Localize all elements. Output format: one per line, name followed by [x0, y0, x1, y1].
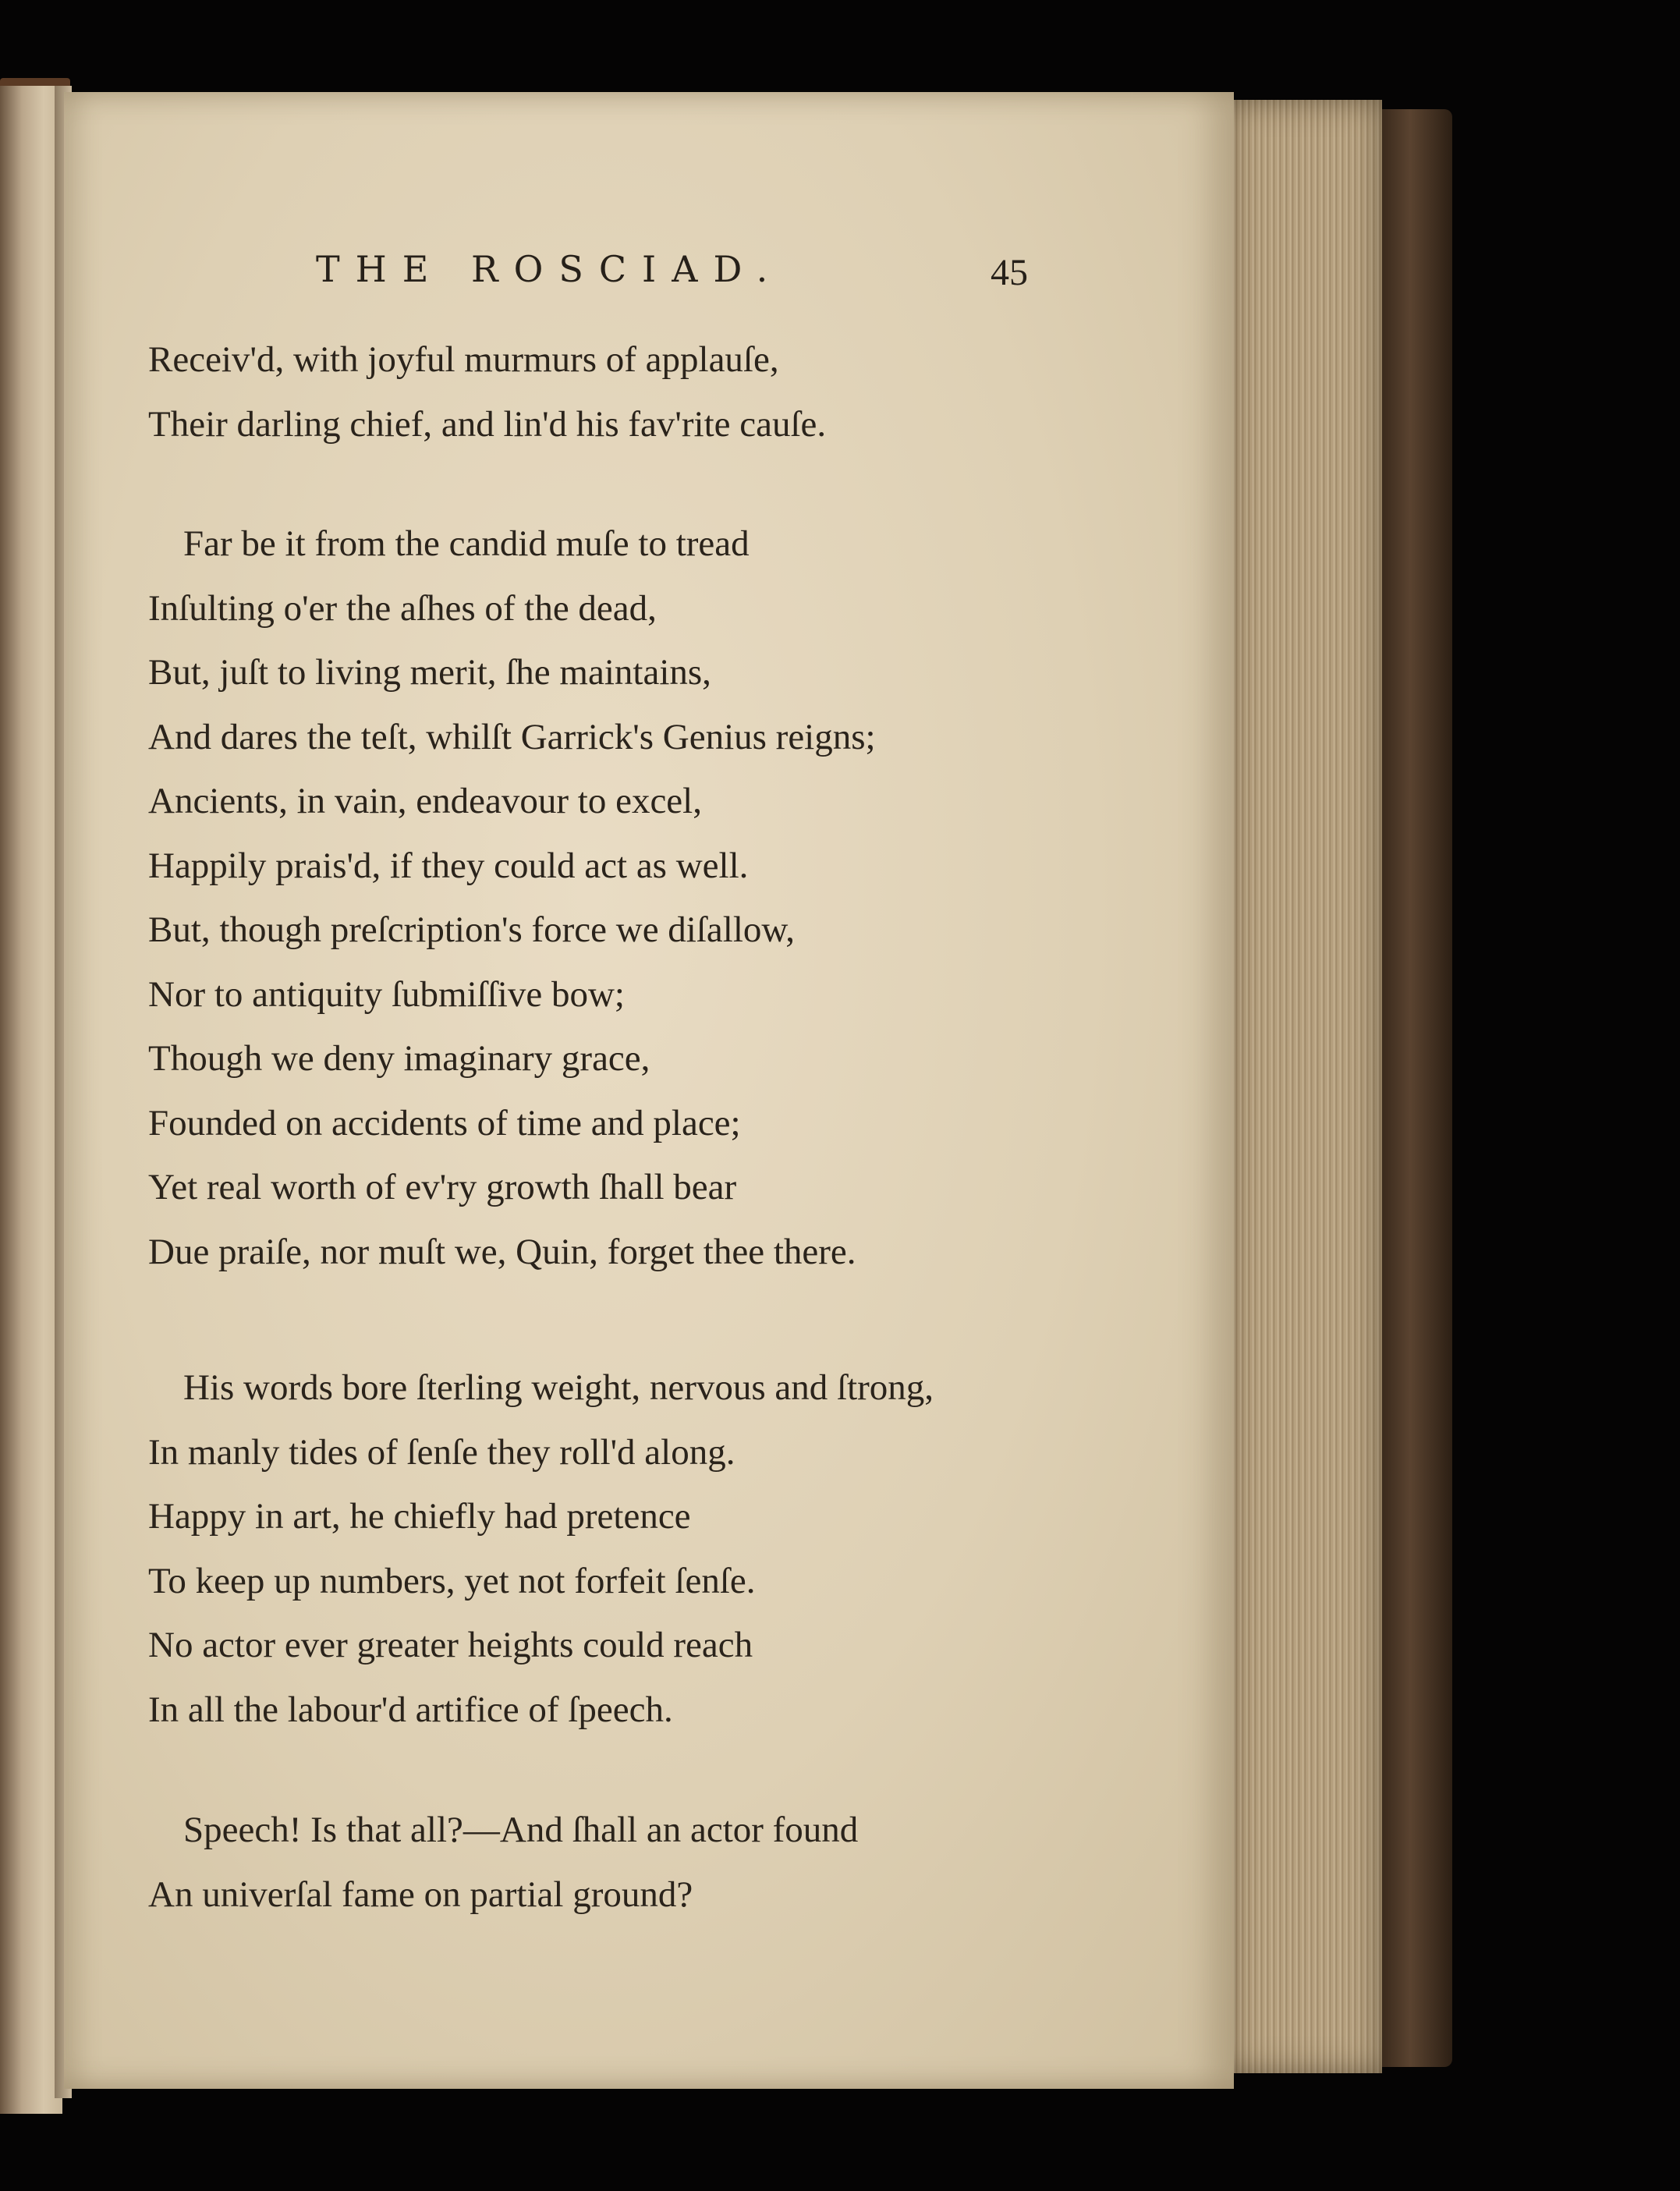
- facing-page-edge: [0, 86, 62, 2114]
- verse-line: Founded on accidents of time and place;: [148, 1102, 741, 1143]
- stanza: [148, 1798, 858, 1927]
- verse-line: But, though preſcription's force we diſallow,: [148, 909, 796, 950]
- verse-line: Inſulting o'er the aſhes of the dead,: [148, 587, 657, 629]
- stanza: [148, 1356, 934, 1742]
- verse-line: Though we deny imaginary grace,: [148, 1038, 650, 1079]
- verse-line: His words bore ſterling weight, nervous and ſtrong,: [183, 1367, 934, 1408]
- verse-line: Happily prais'd, if they could act as well.: [148, 845, 749, 886]
- verse-line: Speech! Is that all?—And ſhall an actor found: [183, 1810, 859, 1850]
- verse-line: Due praiſe, nor muſt we, Quin, forget thee there.: [148, 1231, 856, 1272]
- stanza: [148, 512, 876, 1284]
- verse-line: To keep up numbers, yet not forfeit ſenſe.: [148, 1560, 756, 1601]
- verse-line: Nor to antiquity ſubmiſſive bow;: [148, 973, 625, 1015]
- verse-line: Far be it from the candid muſe to tread: [183, 523, 750, 564]
- verse-line: An univerſal fame on partial ground?: [148, 1874, 693, 1915]
- verse-line: And dares the teſt, whilſt Garrick's Genius reigns;: [148, 716, 876, 757]
- page-number: 45: [991, 252, 1028, 293]
- stanza: [148, 328, 826, 456]
- verse-line: Happy in art, he chiefly had pretence: [148, 1496, 691, 1537]
- verse-line: In manly tides of ſenſe they roll'd along.: [148, 1431, 735, 1473]
- running-head: THE ROSCIAD.: [316, 248, 784, 290]
- verse-line: Their darling chief, and lin'd his fav'rite cauſe.: [148, 403, 827, 445]
- book-cover-edge: [1382, 109, 1452, 2067]
- verse-line: Ancients, in vain, endeavour to excel,: [148, 781, 702, 821]
- verse-line: In all the labour'd artifice of ſpeech.: [148, 1689, 673, 1730]
- verse-line: But, juſt to living merit, ſhe maintains,: [148, 652, 711, 693]
- page-block-fore-edge: [1226, 100, 1382, 2073]
- verse-line: Yet real worth of ev'ry growth ſhall bear: [148, 1167, 737, 1207]
- verse-line: No actor ever greater heights could reach: [148, 1625, 753, 1665]
- verse-line: Receiv'd, with joyful murmurs of applauſe,: [148, 339, 779, 380]
